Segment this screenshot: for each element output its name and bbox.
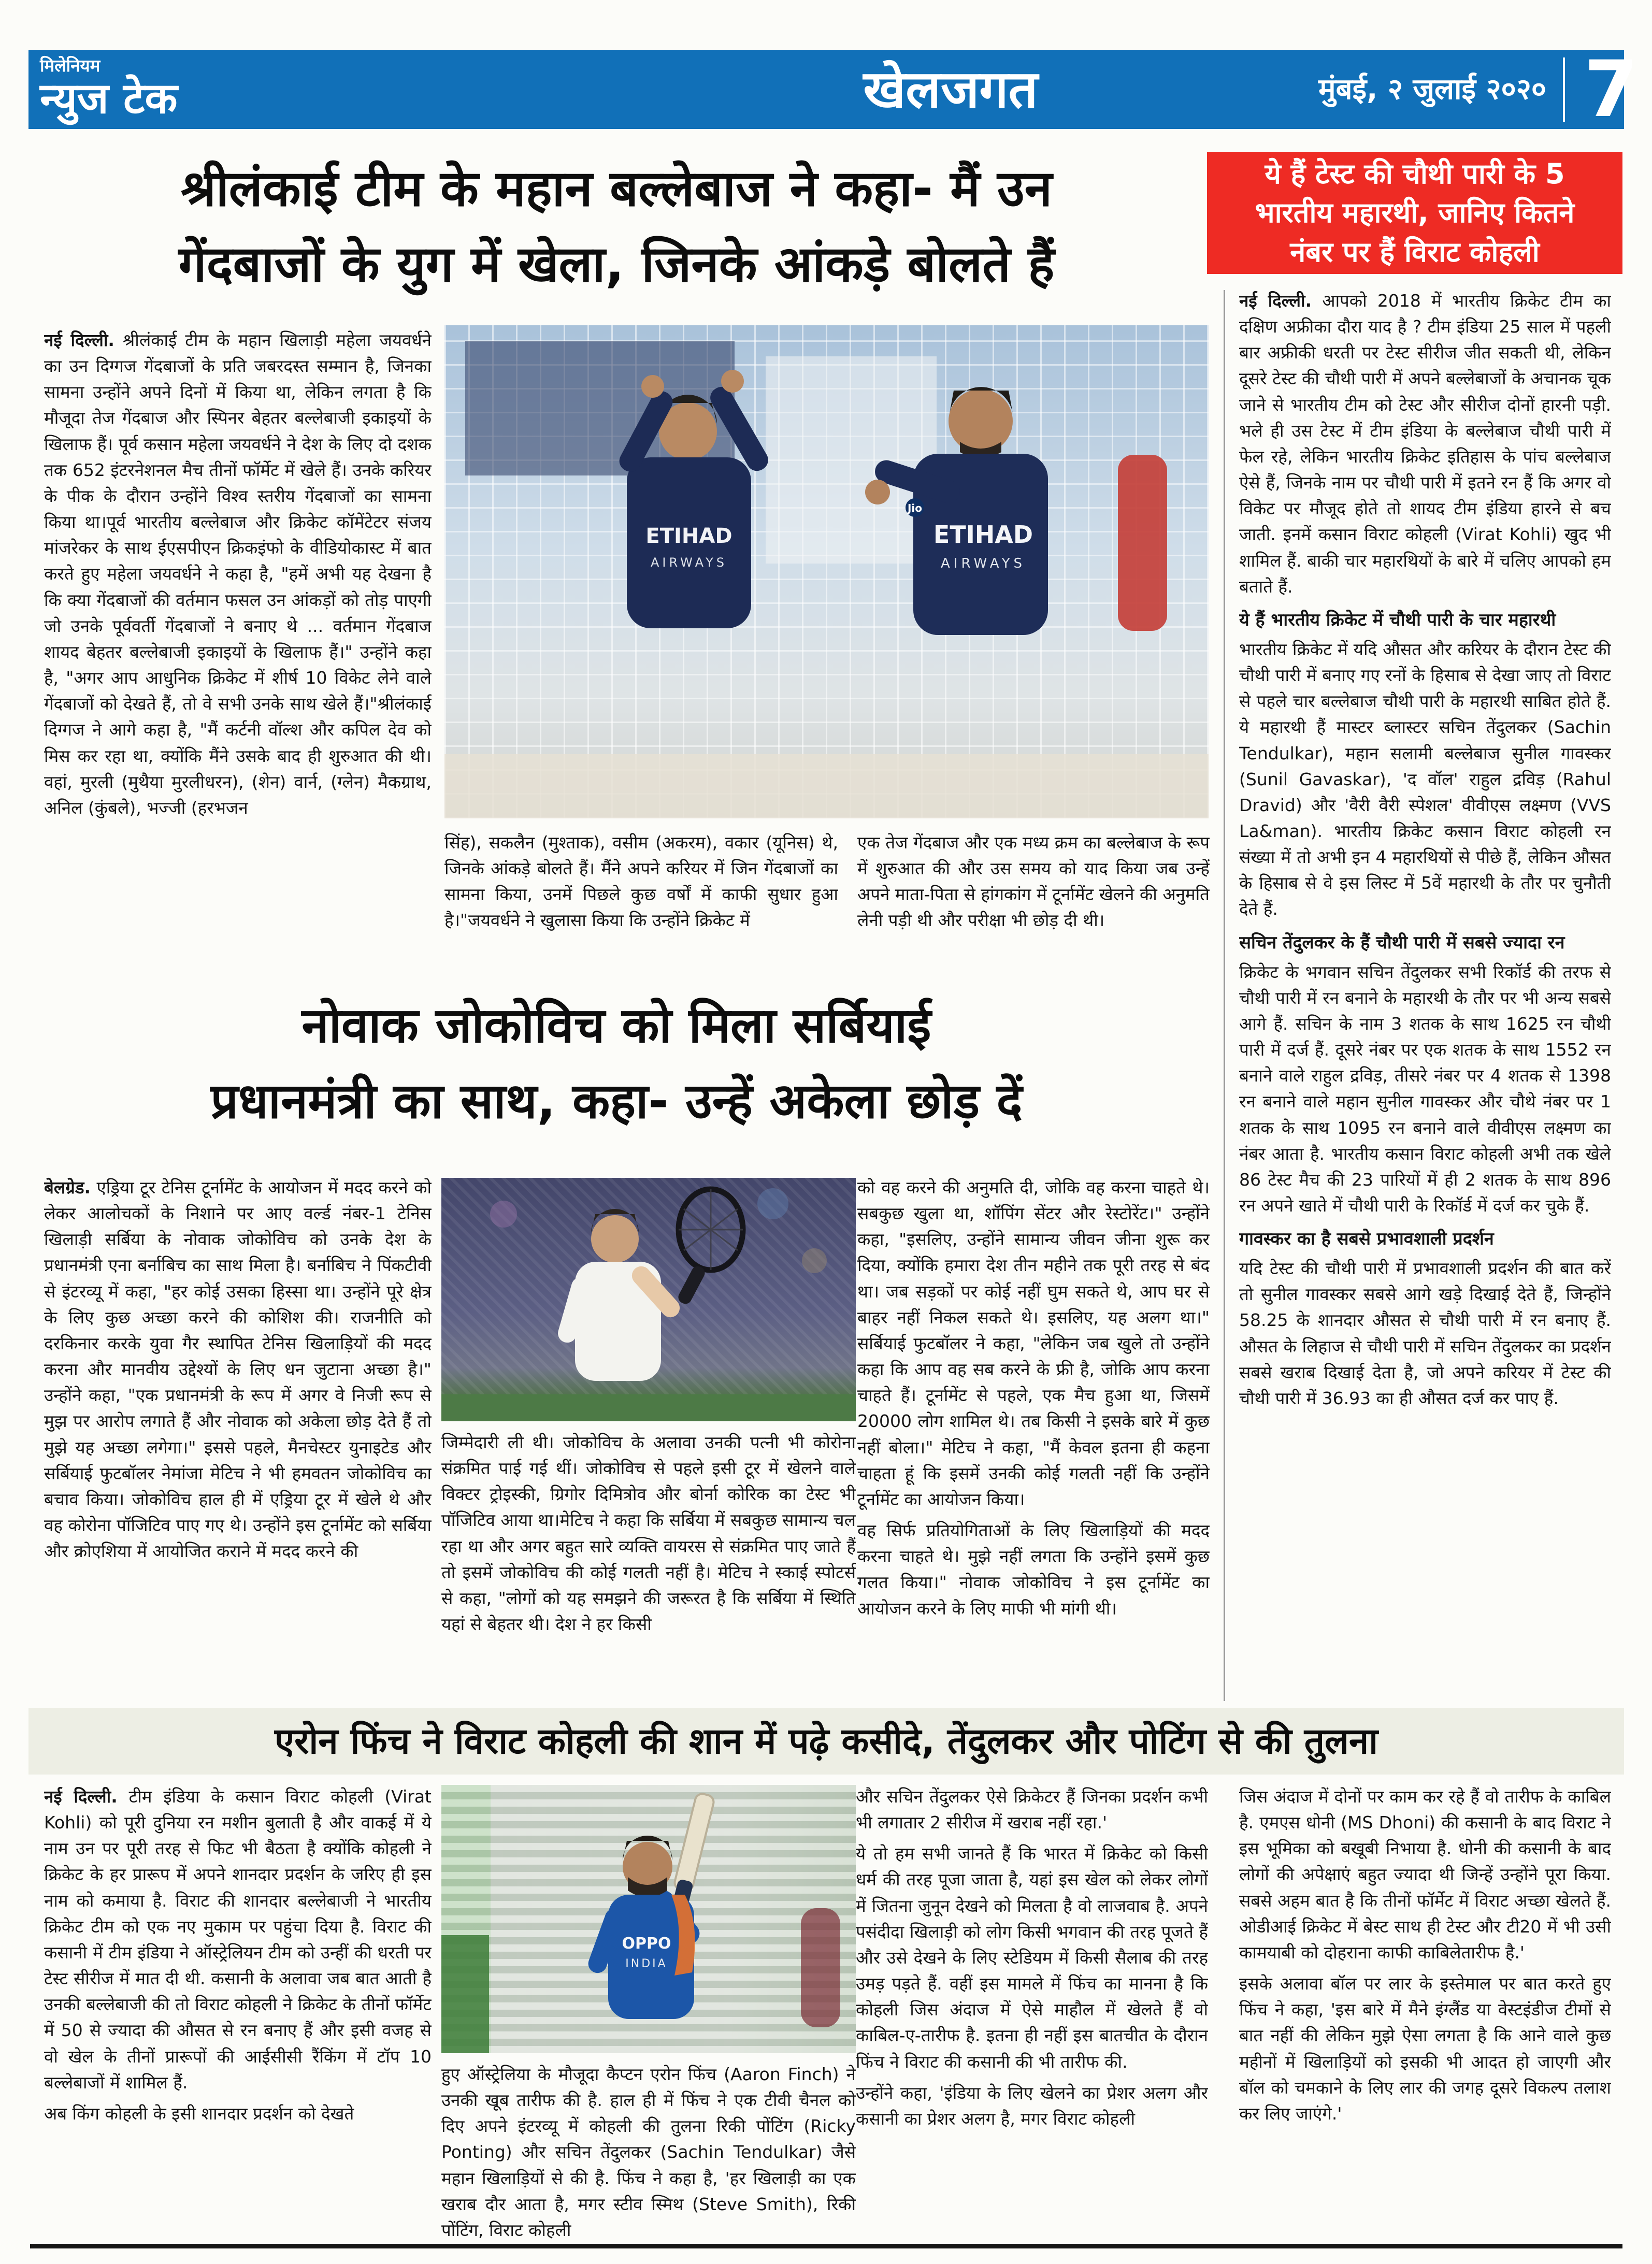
svg-text:AIRWAYS: AIRWAYS [650,555,728,570]
sidebar-subhead-3: गावस्कर का है सबसे प्रभावशाली प्रदर्शन [1239,1229,1494,1250]
masthead-bar [28,45,1639,135]
article2-headline-line2: प्रधानमंत्री का साथ, कहा- उन्हें अकेला छोड़ दें [210,1073,1023,1130]
cricket-training-photo [444,325,1209,818]
sight-screen [766,356,937,564]
page-number-divider [1563,57,1565,122]
section-title: खेलजगत [863,59,1038,120]
newspaper-brand [40,53,177,121]
crowd-blur-2 [757,1188,788,1219]
article2-column3 [857,1175,1210,1703]
svg-text:ETIHAD: ETIHAD [645,524,732,548]
sidebar-left-rule [1224,290,1225,1701]
edition-dateline: मुंबई, २ जुलाई २०२० [1318,73,1546,106]
article2-column1-text: एड्रिया टूर टेनिस टूर्नामेंट के आयोजन में मदद करने को लेकर आलोचकों के निशाने पर आए वर्ल्ड नंबर-1 टेनिस खिलाड़ी सर्बिया के नोवाक जोकोविच को उनके देश के प्रधानमंत्री एना बर्नाबिच का साथ मिला है। बर्नाबिच ने पिंकटीवी से इंटरव्यू में कहा, "हर कोई उसका हिस्सा था। उन्होंने पूरे क्षेत्र के लिए कुछ अच्छा करने की कोशिश की। राजनीति को दरकिनार करके युवा गैर स्थापित टेनिस खिलाड़ियों की मदद करना और मानवीय उद्देश्यों के लिए धन जुटाना अच्छा है।" उन्होंने कहा, "एक प्रधानमंत्री के रूप में अगर वे निजी रूप से मुझ पर आरोप लगाते हैं और नोवाक को अकेला छोड़ देते हैं तो मुझे यह अच्छा लगेगा।" इससे पहले, मैनचेस्टर युनाइटेड और सर्बियाई फुटबॉलर नेमांजा मेटिच ने भी हमवतन जोकोविच का बचाव किया। जोकोविच हाल ही में एड्रिया टूर में खेले थे और वह कोरोना पॉजिटिव पाए गए थे। उन्होंने इस टूर्नामेंट को सर्बिया और क्रोएशिया में आयोजित कराने में मदद करने की [44,1177,432,1562]
article3-column4-paragraph1: जिस अंदाज में दोनों पर काम कर रहे हैं वो तारीफ के काबिल है. एमएस धोनी (MS Dhoni) की कसानी के बाद विराट ने इस भूमिका को बखूबी निभाया है. धोनी की कसानी के बाद लोगों की अपेक्षाएं बहुत ज्यादा थी जिन्हें उन्होंने पूरा किया. सबसे अहम बात है कि तीनों फॉर्मेट में विराट अच्छा खेलते हैं. ओडीआई क्रिकेट में बेस्ट साथ ही टेस्ट और टी20 में भी उसी कामयाबी को दोहराना काफी काबिलेतारीफ है.' [1239,1786,1611,1963]
kohli-photo [441,1785,856,2053]
sidebar-paragraph-4: यदि टेस्ट की चौथी पारी में प्रभावशाली प्रदर्शन की बात करें तो सुनील गावस्कर सबसे आगे खड़े दिखाई देते हैं, जिन्होंने 58.25 के शानदार औसत से चौथी पारी में रन बनाए हैं. औसत के लिहाज से चौथी पारी में सचिन तेंदुलकर का प्रदर्शन सबसे खराब दिखाई देता है, जो अपने करियर में टेस्ट की चौथी पारी में 36.93 का ही औसत दर्ज कर पाए हैं. [1239,1258,1611,1408]
article3-headline: एरोन फिंच ने विराट कोहली की शान में पढ़े कसीदे, तेंदुलकर और पोटिंग से की तुलना [274,1721,1378,1762]
article3-column1 [44,1784,432,2241]
article3-column3-paragraph1: और सचिन तेंदुलकर ऐसे क्रिकेटर हैं जिनका प्रदर्शन कभी भी लगातार 2 सीरीज में खराब नहीं रहा.' [856,1786,1208,1833]
article1-column1 [44,327,432,976]
article2-column2 [441,1430,856,1703]
boundary-board [441,1935,489,2053]
article1-column3 [857,830,1210,984]
sidebar-headline-line1: ये हैं टेस्ट की चौथी पारी के 5 [1265,157,1565,190]
svg-text:AIRWAYS: AIRWAYS [941,556,1026,571]
sidebar-paragraph-3: क्रिकेट के भगवान सचिन तेंदुलकर सभी रिकॉर्ड की तरफ से चौथी पारी में रन बनाने के महारथी के तौर पर भी अन्य सबसे आगे हैं. सचिन के नाम 3 शतक के साथ 1625 रन चौथी पारी में दर्ज हैं. दूसरे नंबर पर एक शतक के साथ 1552 रन बनाने वाले राहुल द्रविड़, तीसरे नंबर पर 4 शतक से 1398 रन बनाने वाले महान सुनील गावस्कर और चौथे नंबर पर 1 शतक के साथ 1095 रन बनाने वाले वीवीएस लक्ष्मण का नंबर आता है. भारतीय कसान विराट कोहली अभी तक खेले 86 टेस्ट मैच की 23 पारियों में ही 2 शतक के साथ 896 रन अपने खाते में चौथी पारी के रिकॉर्ड में दर्ज कर चुके हैं. [1239,961,1611,1216]
svg-text:ETIHAD: ETIHAD [933,521,1033,549]
grass-court [441,1394,856,1421]
background-player-blur [801,1908,840,2027]
article2-column2-text: जिम्मेदारी ली थी। जोकोविच के अलावा उनकी पत्नी भी कोरोना संक्रमित पाई गई थीं। जोकोविच से पहले इसी टूर में खेलने वाले विक्टर ट्रोइस्की, ग्रिगोर दिमित्रोव और बोर्ना कोरिक का टेस्ट भी पॉजिटिव आया था।मेटिच ने कहा कि सर्बिया में सबकुछ सामान्य चल रहा था और अगर बहुत सारे व्यक्ति वायरस से संक्रमित पाए जाते हैं तो इसमें जोकोविच की कोई गलती नहीं है। मेटिच ने स्काई स्पोटर्स से कहा, "लोगों को यह समझने की जरूरत है कि सर्बिया में स्थिति यहां से बेहतर थी। देश ने हर किसी [441,1432,856,1635]
article2-headline-line1: नोवाक जोकोविच को मिला सर्बियाई [301,998,931,1054]
sidebar-body [1239,288,1611,1703]
brand-small-label: मिलेनियम [40,55,100,76]
article1-headline-line1: श्रीलंकाई टीम के महान बल्लेबाज ने कहा- मैं उन [180,160,1053,218]
kohli-illustration [441,1785,856,2053]
article1-column1-text: श्रीलंकाई टीम के महान खिलाड़ी महेला जयवर्धने का उन दिग्गज गेंदबाजों के प्रति जबरदस्त सम्मान है, जिनका सामना उन्होंने अपने दिनों में किया था, लेकिन लगता है कि मौजूदा तेज गेंदबाज और स्पिनर बेहतर बल्लेबाजी इकाइयों के खिलाफ हैं। पूर्व कसान महेला जयवर्धने ने देश के लिए दो दशक तक 652 इंटरनेशनल मैच तीनों फॉर्मेट में खेले हैं। उनके करियर के पीक के दौरान उन्होंने विश्व स्तरीय गेंदबाजों का सामना किया था।पूर्व भारतीय बल्लेबाज और क्रिकेट कॉमेंटेटर संजय मांजरेकर के साथ ईएसपीएन क्रिकइंफो के वीडियोकास्ट में बात करते हुए महेला जयवर्धने ने कहा है, "हमें अभी यह देखना है कि क्या गेंदबाजों की वर्तमान फसल उन आंकड़ों को तोड़ पाएगी जो उनके पूर्ववर्ती गेंदबाजों ने बनाए थे ... वर्तमान गेंदबाज शायद बेहतर बल्लेबाजी इकाइयों के खिलाफ हैं।" उन्होंने कहा है, "अगर आप आधुनिक क्रिकेट में शीर्ष 10 विकेट लेने वाले गेंदबाजों को देखते हैं, तो वे सभी उनके साथ खेले हैं।"श्रीलंकाई दिग्गज ने आगे कहा है, "मैं कर्टनी वॉल्श और कपिल देव को मिस कर रहा था, क्योंकि मैंने उसके बाद ही शुरुआत की थी। वहां, मुरली (मुथैया मुरलीधरन), (शेन) वार्न, (ग्लेन) मैकग्राथ, अनिल (कुंबले), भज्जी (हरभजन [44,330,432,818]
article3-column2-text: हुए ऑस्ट्रेलिया के मौजूदा कैप्टन एरोन फिंच (Aaron Finch) ने उनकी खूब तारीफ की है. हाल ही में फिंच ने एक टीवी चैनल को दिए अपने इंटरव्यू में कोहली की तुलना रिकी पोंटिंग (Ricky Ponting) और सचिन तेंदुलकर (Sachin Tendulkar) जैसे महान खिलाड़ियों से की है. फिंच ने कहा है, 'हर खिलाड़ी का एक खराब दौर आता है, मगर स्टीव स्मिथ (Steve Smith), रिकी पोंटिंग, विराट कोहली [441,2064,856,2240]
article3-column4-paragraph2: इसके अलावा बॉल पर लार के इस्तेमाल पर बात करते हुए फिंच ने कहा, 'इस बारे में मैने इंग्लैंड या वेस्टइंडीज टीमों से बात नहीं की लेकिन मुझे ऐसा लगता है कि आने वाले कुछ महीनों में खिलाड़ियों को इसकी भी आदत हो जाएगी और बॉल को चमकाने के लिए लार की जगह दूसरे विकल्प तलाश कर लिए जाएंगे.' [1239,1973,1611,2124]
article1-column2 [444,830,838,984]
article1-dateline: नई दिल्ली. [44,330,114,350]
crowd-blur-3 [802,1248,827,1273]
crowd-blur [490,1201,517,1228]
page-bottom-rule [30,2244,1622,2248]
sidebar-headline-line2: भारतीय महारथी, जानिए कितने [1255,196,1575,229]
svg-text:INDIA: INDIA [625,1957,668,1970]
djokovic-illustration [441,1178,856,1421]
article1-column3-text: एक तेज गेंदबाज और एक मध्य क्रम का बल्लेबाज के रूप में शुरुआत की और उस समय को याद किया जब उन्हें अपने माता-पिता से हांगकांग में टूर्नामेंट खेलने की अनुमति लेनी पड़ी थी और परीक्षा भी छोड़ दी थी। [857,832,1210,931]
article3-column3-paragraph2: ये तो हम सभी जानते हैं कि भारत में क्रिकेट को किसी धर्म की तरह पूजा जाता है, यहां इस खेल को लेकर लोगों में जितना जुनून देखने को मिलता है वो लाजवाब है. अपने पसंदीदा खिलाड़ी को लोग किसी भगवान की तरह पूजते हैं और उसे देखने के लिए स्टेडियम में किसी सैलाब की तरह उमड़ पड़ते हैं. वहीं इस मामले में फिंच का मानना है कि कोहली जिस अंदाज में ऐसे माहौल में खेलते हैं वो काबिल-ए-तारीफ है. इतना ही नहीं इस बातचीत के दौरान फिंच ने विराट की कसानी की भी तारीफ की. [856,1843,1208,2072]
sidebar-subhead-1: ये हैं भारतीय क्रिकेट में चौथी पारी के चार महारथी [1239,609,1556,630]
article1-headline [49,151,1184,302]
article3-column1-paragraph2: अब किंग कोहली के इसी शानदार प्रदर्शन को देखते [44,2103,354,2124]
article1-column2-text: सिंह), सकलैन (मुश्ताक), वसीम (अकरम), वकार (यूनिस) थे, जिनके आंकड़े बोलते हैं। मैंने अपने करियर में जिन गेंदबाजों का सामना किया, उनमें पिछले कुछ वर्षों में काफी सुधार हुआ है।"जयवर्धने ने खुलासा किया कि उन्होंने क्रिकेट में [444,832,838,931]
brand-title: न्युज टेक [40,74,178,123]
raised-bat [673,1792,715,1892]
page-number: 7 [1584,45,1639,135]
sidebar-paragraph-1-text: आपको 2018 में भारतीय क्रिकेट टीम का दक्षिण अफ्रीका दौरा याद है ? टीम इंडिया 25 साल में पहली बार अफ्रीकी धरती पर टेस्ट सीरीज जीत सकती थी, लेकिन दूसरे टेस्ट की चौथी पारी में अपने बल्लेबाजों के अचानक चूक जाने से भारतीय टीम को टेस्ट और सीरीज दोनों हारनी पड़ी. भले ही उस टेस्ट में टीम इंडिया के बल्लेबाज चौथी पारी में फेल रहे, लेकिन भारतीय क्रिकेट इतिहास के पांच बल्लेबाज ऐसे हैं, जिनके नाम पर चौथी पारी में इतने रन हैं कि अगर वो विकेट पर मौजूद होते तो शायद टीम इंडिया हारने से बच जाती. इनमें कसान विराट कोहली (Virat Kohli) खुद भी शामिल हैं. बाकी चार महारथियों के बारे में चलिए आपको हम बताते हैं. [1239,291,1611,597]
article2-column3-paragraph2: वह सिर्फ प्रतियोगिताओं के लिए खिलाड़ियों की मदद करना चाहते थे। मुझे नहीं लगता कि उन्होंने इसमें कुछ गलत किया।" नोवाक जोकोविच ने इस टूर्नामेंट का आयोजन करने के लिए माफी भी मांगी थी। [857,1520,1210,1619]
article3-column2 [441,2061,856,2241]
article2-dateline: बेलग्रेड. [44,1177,91,1198]
article3-column1-text: टीम इंडिया के कसान विराट कोहली (Virat Kohli) को पूरी दुनिया रन मशीन बुलाती है और वाकई में ये नाम उन पर पूरी तरह से फिट भी बैठता है क्योंकि कोहली ने क्रिकेट के हर प्रारूप में अपने शानदार प्रदर्शन के जरिए ही इस नाम को कमाया है. विराट की शानदार बल्लेबाजी ने भारतीय क्रिकेट टीम को एक नए मुकाम पर पहुंचा दिया है. विराट की कसानी में टीम इंडिया ने ऑस्ट्रेलियन टीम को उन्हीं की धरती पर टेस्ट सीरीज में मात दी थी. कसानी के अलावा जब बात आती है उनकी बल्लेबाजी की तो विराट कोहली ने क्रिकेट के तीनों फॉर्मेट में 50 से ज्यादा की औसत से रन बनाए हैं और इसी वजह से वो खेल के तीनों प्रारूपों की आईसीसी रैंकिंग में टॉप 10 बल्लेबाजों में शामिल हैं. [44,1786,432,2093]
article3-column3-paragraph3: उन्होंने कहा, 'इंडिया के लिए खेलने का प्रेशर अलग और कसानी का प्रेशर अलग है, मगर विराट कोहली [856,2082,1208,2129]
kohli-figure [586,1792,715,2019]
svg-text:Jio: Jio [907,502,923,514]
sidebar-headline-line3: नंबर पर हैं विराट कोहली [1290,235,1540,268]
article1-headline-line2: गेंदबाजों के युग में खेला, जिनके आंकड़े बोलते हैं [178,235,1055,293]
article3-column4 [1239,1784,1611,2241]
sidebar-subhead-2: सचिन तेंदुलकर के हैं चौथी पारी में सबसे ज्यादा रन [1239,932,1565,953]
pitch-strip [444,754,1209,818]
article2-headline [49,988,1184,1139]
sidebar-dateline: नई दिल्ली. [1239,291,1312,311]
article2-column1 [44,1175,432,1703]
cricket-training-illustration [444,325,1209,818]
djokovic-photo [441,1178,856,1421]
article3-column3 [856,1784,1208,2241]
article3-headline-strip [28,1708,1624,1775]
sidebar-paragraph-2: भारतीय क्रिकेट में यदि औसत और करियर के दौरान टेस्ट की चौथी पारी में बनाए गए रनों के हिसाब से देखा जाए तो विराट से पहले चार बल्लेबाज चौथी पारी के महारथी साबित होते हैं. ये महारथी हैं मास्टर ब्लास्टर सचिन तेंदुलकर (Sachin Tendulkar), महान सलामी बल्लेबाज सुनील गावस्कर (Sunil Gavaskar), 'द वॉल' राहुल द्रविड़ (Rahul Dravid) और 'वैरी वैरी स्पेशल' वीवीएस लक्ष्मण (VVS La&man). भारतीय क्रिकेट कसान विराट कोहली रन संख्या में तो अभी इन 4 महारथियों से पीछे हैं, लेकिन औसत के हिसाब से वे इस लिस्ट में 5वें महारथी के तौर पर चुनौती देते हैं. [1239,639,1611,919]
sidebar-paragraph-1 [1239,288,1611,600]
svg-text:OPPO: OPPO [622,1935,671,1953]
sidebar-headline-box [1207,152,1622,274]
tennis-player-figure [556,1189,743,1381]
article3-dateline: नई दिल्ली. [44,1786,118,1807]
article2-column3-paragraph1: को वह करने की अनुमति दी, जोकि वह करना चाहते थे। सबकुछ खुला था, शॉपिंग सेंटर और रेस्टोरेंट।" उन्होंने कहा, "इसलिए, उन्होंने सामान्य जीवन जीना शुरू कर दिया, क्योंकि हमारा देश तीन महीने तक पूरी तरह से बंद था। जब सड़कों पर कोई नहीं घुम सकते थे, आप घर से बाहर नहीं निकल सकते थे। इसलिए, यह अलग था।" सर्बियाई फुटबॉलर ने कहा, "लेकिन जब खुले तो उन्होंने कहा कि आप वह सब करने के फ्री है, जोकि आप करना चाहते हैं। टूर्नामेंट से पहले, एक मैच हुआ था, जिसमें 20000 लोग शामिल थे। तब किसी ने इसके बारे में कुछ नहीं बोला।" मेटिच ने कहा, "मैं केवल इतना ही कहना चाहता हूं कि इसमें उनकी कोई गलती नहीं कि उन्होंने टूर्नामेंट का आयोजन किया। [857,1177,1210,1509]
bowling-machine [1118,455,1167,631]
